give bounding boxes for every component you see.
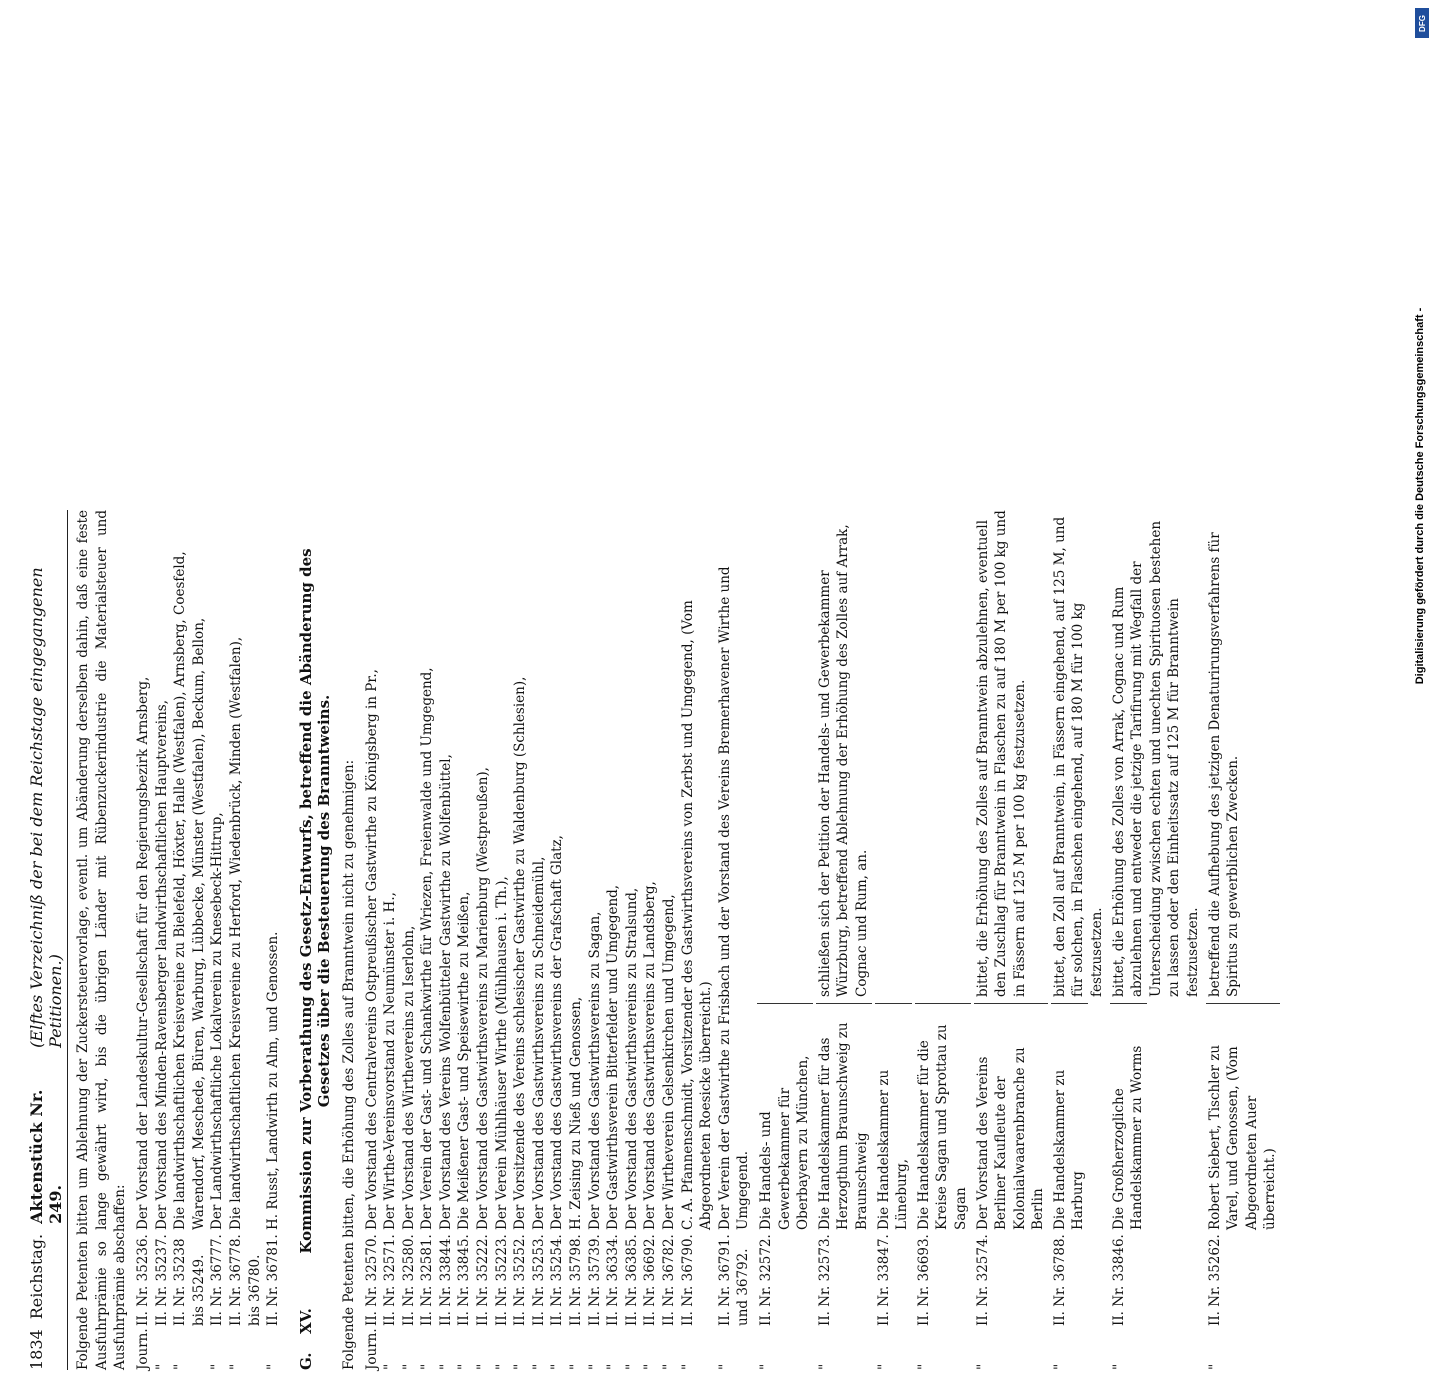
petition-number: II. Nr. 32572. [757,1234,774,1326]
petitioner-text: Die Handelskammer für die Kreise Sagan und Sprottau zu Sagan [915,1003,971,1230]
journal-mark: " [475,1363,492,1370]
journal-mark: " [716,1363,733,1370]
section-roman: XV. [296,1308,315,1334]
petition-row-two-column [875,510,912,1370]
petitioner-text: Der Verein Mühlhäuser Wirthe (Mühlhausen i. Th.), [493,876,510,1230]
petitioner-text: Die Großherzogliche Handelskammer zu Worms [1110,1003,1147,1230]
petition-row [134,510,153,1370]
petition-row [227,510,264,1370]
petitioner-text: H. Russt, Landwirth zu Alm, und Genossen. [265,931,282,1230]
journal-mark: " [153,1363,170,1370]
petitioner-text: H. Zeising zu Nieß und Genossen, [568,996,585,1230]
journal-mark: " [1110,1363,1127,1370]
petitioner-text: Der Wirtheverein Gelsenkirchen und Umgegend, [661,894,677,1230]
petitioner-text: Der Vorstand des Wirthevereins zu Iserlohn, [400,925,417,1230]
journal-mark: " [227,1363,244,1370]
petitioner-text: Der Vorstand des Vereins Berliner Kaufleute der Kolonialwaarenbranche zu Berlin [974,1003,1048,1230]
petitioner-text: Der Vorstand des Centralvereins Ostpreußischer Gastwirthe zu Königsberg in Pr., [363,669,380,1230]
petition-row [171,510,208,1370]
petition-number: II. Nr. 36781. [265,1234,282,1326]
journal-mark: Journ. [363,1328,380,1370]
petition-number: II. Nr. 35238 bis 35249. [172,1238,207,1326]
source-label: Reichstag. [27,1233,46,1320]
petitioner-text: Der Verein der Gast- und Schankwirthe für Wriezen, Freienwalde und Umgegend, [419,667,436,1230]
petition-row [455,510,474,1370]
journal-mark: Journ. [134,1328,151,1370]
rotated-document [0,500,1400,1400]
petition-number: II. Nr. 35222. [475,1234,492,1326]
petition-number: II. Nr. 35252. [512,1234,529,1326]
document-page [28,510,1280,1370]
aktenstueck-number: Aktenstück Nr. 249. [27,1089,65,1224]
petition-row [604,510,623,1370]
section-g-entries [363,510,753,1370]
section-title: Kommission zur Vorberathung des Gesetz-Entwurfs, betreffend die Abänderung des Gesetzes über die Besteuerung des Branntweins. [296,548,334,1254]
petition-number: II. Nr. 36334. [605,1234,622,1326]
journal-mark: " [586,1363,603,1370]
petition-number: II. Nr. 32580. [400,1234,417,1326]
petition-number: II. Nr. 35223. [493,1234,510,1326]
petition-number: II. Nr. 35262. [1206,1234,1223,1326]
journal-mark: " [437,1363,454,1370]
petitioner-text: Der Gastwirthsverein Bitterfelder und Umgegend, [605,884,622,1230]
petition-number: II. Nr. 36778. bis 36780. [227,1234,263,1326]
petition-number: II. Nr. 36788. [1051,1234,1068,1326]
petitioner-text: C. A. Pfannenschmidt, Vorsitzender des Gastwirthsvereins von Zerbst und Umgegend, (Vom Abgeordneten Roesicke überreicht.) [679,600,715,1230]
petitioner-text: Der Vorstand des Minden-Ravensberger landwirthschaftlichen Hauptvereins, [153,699,170,1230]
petitioner-text: Der Vorstand des Gastwirthsvereins zu Schneidemühl, [530,856,547,1230]
journal-mark: " [642,1363,659,1370]
journal-mark: " [456,1363,473,1370]
journal-mark: " [419,1363,436,1370]
journal-mark: " [172,1363,189,1370]
petitioner-text: Der Vorstand des Gastwirthsvereins zu Landsberg, [642,881,659,1230]
journal-mark: " [661,1363,677,1370]
request-text: schließen sich der Petition der Handels- und Gewerbekammer Würzburg, betreffend Ablehnung der Erhöhung des Zolles auf Arrak, Cognac und Rum, an. [816,524,870,997]
petition-number: II. Nr. 36692. [642,1234,659,1326]
petition-number: II. Nr. 32573. [816,1234,833,1326]
petition-number: II. Nr. 36777. [209,1234,226,1326]
request-text: bittet, die Erhöhung des Zolles von Arrak, Cognac und Rum abzulehnen und entweder die jetzige Tarifirung mit Wegfall der Unterscheidung zwischen echten und unechten Spirituosen bestehen zu lassen oder den Einheitssatz auf 125 M für Branntwein festzusetzen. [1110,520,1202,997]
journal-mark: " [623,1363,640,1370]
section-letter: G. [296,1352,315,1370]
petition-row [381,510,400,1370]
petition-row-two-column [757,510,813,1370]
petition-number: II. Nr. 35237. [153,1234,170,1326]
petitioner-text: Robert Siebert, Tischler zu Varel, und Genossen, (Vom Abgeordneten Auer überreicht.) [1206,1003,1280,1230]
petitioner-text: Der Vorstand des Gastwirthsvereins zu Marienburg (Westpreußen), [475,767,492,1230]
petition-number: II. Nr. 36790. [679,1234,696,1326]
petition-row [567,510,586,1370]
request-text: bittet, den Zoll auf Branntwein, in Fässern eingehend, auf 125 M, und für solchen, in Flaschen eingehend, auf 180 M für 100 kg festzusetzen. [1051,516,1106,997]
section-f-entries [134,510,283,1370]
journal-mark: " [915,1363,932,1370]
petition-row [437,510,456,1370]
page-number: 1834 [27,1329,46,1370]
petitioner-text: Der Vorstand der Landeskultur-Gesellschaft für den Regierungsbezirk Arnsberg, [134,676,151,1230]
journal-mark: " [382,1363,399,1370]
petitioner-text: Die Handelskammer zu Lüneburg, [875,1003,912,1230]
petition-number: II. Nr. 35236. [134,1234,151,1326]
petitioner-text: Die landwirthschaftlichen Kreisvereine zu Herford, Wiedenbrück, Minden (Westfalen), [227,636,244,1230]
journal-mark: " [568,1363,585,1370]
petition-number: II. Nr. 36782. [661,1234,677,1326]
petitioner-text: Die Meißener Gast- und Speisewirthe zu Meißen, [456,891,473,1230]
petitioner-text: Der Wirthe-Vereinsvorstand zu Neumünster i. H., [382,892,399,1230]
petition-row-two-column [1110,510,1203,1370]
petition-row [716,510,753,1370]
petition-row [660,510,679,1370]
petition-row [641,510,660,1370]
petitioner-text: Der Vorstand des Gastwirthsvereins zu Stralsund, [623,887,640,1230]
page-header [28,510,68,1370]
petitioner-text: Die landwirthschaftlichen Kreisvereine zu Bielefeld, Höxter, Halle (Westfalen), Arnsberg, Coesfeld, Warendorf, Meschede, Büren, Warburg, Lübbecke, Münster (Westfalen), Beckum, Bellon, [172,551,207,1230]
journal-mark: " [530,1363,547,1370]
section-g-intro: Folgende Petenten bitten, die Erhöhung des Zolles auf Branntwein nicht zu genehmigen: [340,759,357,1370]
petition-number: II. Nr. 33845. [456,1234,473,1326]
petition-row [208,510,227,1370]
petition-row-two-column [1206,510,1280,1370]
petition-number: II. Nr. 32574. [974,1234,991,1326]
journal-mark: " [1051,1363,1068,1370]
petition-row [586,510,605,1370]
petition-row [264,510,283,1370]
journal-mark: " [512,1363,529,1370]
petition-row [363,510,382,1370]
journal-mark: " [549,1363,566,1370]
petition-row [400,510,419,1370]
petition-row [493,510,512,1370]
petition-row [623,510,642,1370]
petitioner-text: Der Vorstand des Gastwirthsvereins der Grafschaft Glatz, [549,835,566,1230]
petition-number: II. Nr. 33847. [875,1234,892,1326]
petition-row [474,510,493,1370]
petition-number: II. Nr. 35798. [568,1234,585,1326]
dfg-logo: DFG [1415,8,1429,38]
digitization-sidebar [1408,0,1432,1000]
petition-number: II. Nr. 36693. [915,1234,932,1326]
journal-mark: " [1206,1363,1223,1370]
petition-number: II. Nr. 35739. [586,1234,603,1326]
petitioner-text: Die Handelskammer zu Harburg [1051,1003,1088,1230]
petition-row-two-column [915,510,971,1370]
journal-mark: " [265,1363,282,1370]
petitioner-text: Die Handels- und Gewerbekammer für Oberbayern zu München, [757,1003,813,1230]
petition-row [418,510,437,1370]
petition-number: II. Nr. 32571. [382,1234,399,1326]
petitioner-text: Der Landwirthschaftliche Lokalverein zu Knesebeck-Hittrup, [209,812,226,1230]
petition-number: II. Nr. 36385. [623,1234,640,1326]
journal-mark: " [974,1363,991,1370]
section-g-heading [297,510,334,1370]
journal-mark: " [209,1363,226,1370]
petitioner-text: Der Vorsitzende des Vereins schlesischer Gastwirthe zu Waldenburg (Schlesien), [512,676,529,1230]
section-f-intro: Folgende Petenten bitten um Ablehnung der Zuckersteuervorlage, eventl. um Abänderung derselben dahin, daß eine feste Ausfuhrprämie so lange gewährt wird, bis die übrigen Länder mit Rübenzuckerindustrie die Materialsteuer und Ausfuhrprämie abschaffen: [75,510,129,1370]
journal-mark: " [605,1363,622,1370]
petition-row [511,510,530,1370]
petition-row [548,510,567,1370]
journal-mark: " [816,1363,833,1370]
petition-row [530,510,549,1370]
journal-mark: " [493,1363,510,1370]
petition-row-two-column [816,510,872,1370]
page-subtitle: (Elftes Verzeichniß der bei dem Reichstage eingegangenen Petitionen.) [27,567,65,1048]
journal-mark: " [757,1363,774,1370]
journal-mark: " [400,1363,417,1370]
petition-row-two-column [974,510,1048,1370]
journal-mark: " [679,1363,696,1370]
petitioner-text: Der Vorstand des Vereins Wolfenbütteler Gastwirthe zu Wolfenbüttel, [437,754,454,1230]
petitioner-text: Der Verein der Gastwirthe zu Frisbach und der Vorstand des Vereins Bremerhavener Wirthe und Umgegend. [716,566,752,1230]
petition-number: II. Nr. 32581. [419,1234,436,1326]
request-text: bittet, die Erhöhung des Zolles auf Branntwein abzulehnen, eventuell den Zuschlag für Branntwein in Flaschen zu auf 180 M per 100 kg und in Fässern auf 125 M per 100 kg festzusetzen. [974,510,1028,997]
petition-number: II. Nr. 32570. [363,1234,380,1326]
petition-number: II. Nr. 35253. [530,1234,547,1326]
petition-row [679,510,716,1370]
petition-number: II. Nr. 35254. [549,1234,566,1326]
request-text: betreffend die Aufhebung des jetzigen Denaturirungsverfahrens für Spiritus zu gewerblichen Zwecken. [1206,532,1242,997]
petitioner-text: Die Handelskammer für das Herzogthum Braunschweig zu Braunschweig [816,1003,872,1230]
petition-row [153,510,172,1370]
petition-number: II. Nr. 36791. und 36792. [716,1234,752,1326]
petition-number: II. Nr. 33846. [1110,1234,1127,1326]
petition-number: II. Nr. 33844. [437,1234,454,1326]
dfg-credit: Digitalisierung gefördert durch die Deutsche Forschungsgemeinschaft - [1414,307,1426,685]
petitioner-text: Der Vorstand des Gastwirthsvereins zu Sagan, [586,911,603,1230]
petition-row-two-column [1051,510,1107,1370]
journal-mark: " [875,1363,892,1370]
section-g2-entries [757,510,1280,1370]
